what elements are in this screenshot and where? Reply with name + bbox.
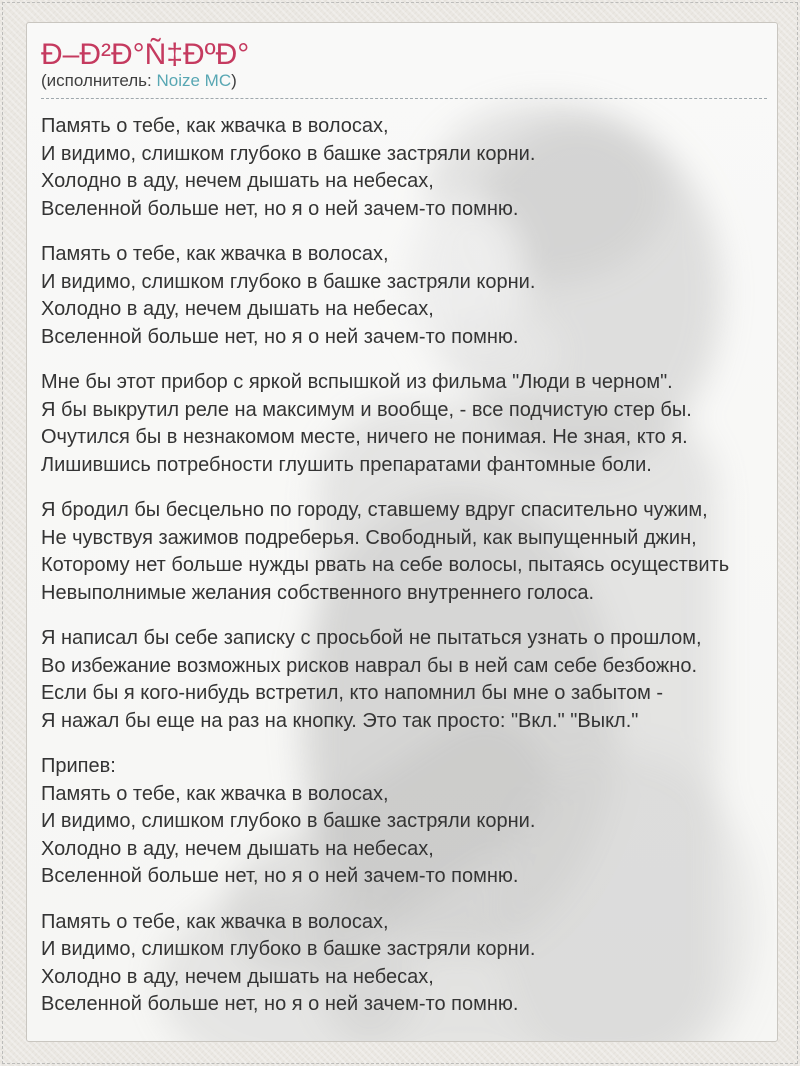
stanza-2: [41, 241, 767, 351]
lyric-line: Память о тебе, как жвачка в волосах,: [41, 782, 389, 805]
lyric-line: Холодно в аду, нечем дышать на небесах,: [41, 298, 434, 320]
lyric-line: И видимо, слишком глубоко в башке застряли корни.: [41, 810, 536, 832]
lyric-line: Если бы я кого-нибудь встретил, кто напомнил бы мне о забытом -: [41, 682, 664, 704]
lyric-line: Вселенной больше нет, но я о ней зачем-то помню.: [41, 197, 519, 220]
lyric-line: И видимо, слишком глубоко в башке застряли корни.: [41, 938, 536, 960]
lyric-line: Очутился бы в незнакомом месте, ничего не понимая. Не зная, кто я.: [41, 426, 688, 448]
stanza-chorus: [41, 753, 767, 891]
lyric-line: Я написал бы себе записку с просьбой не пытаться узнать о прошлом,: [41, 627, 702, 649]
lyric-line: Я бы выкрутил реле на максимум и вообще, - все подчистую стер бы.: [41, 398, 692, 421]
performer-link[interactable]: Noize MC: [156, 71, 232, 90]
lyric-line: Вселенной больше нет, но я о ней зачем-то помню.: [41, 325, 519, 348]
lyrics-card: [26, 22, 778, 1042]
lyric-line: Я бродил бы бесцельно по городу, ставшему вдруг спасительно чужим,: [41, 499, 708, 521]
stanza-1: [41, 113, 767, 223]
lyric-line: Невыполнимые желания собственного внутреннего голоса.: [41, 581, 595, 604]
stanza-4: [41, 497, 767, 607]
performer-label-suffix: ): [231, 71, 237, 90]
lyric-line: Вселенной больше нет, но я о ней зачем-то помню.: [41, 993, 519, 1015]
performer-line: [41, 72, 767, 99]
lyric-line: Холодно в аду, нечем дышать на небесах,: [41, 837, 434, 860]
page-title: Ð–Ð²Ð°Ñ‡ÐºÐ°: [41, 38, 250, 71]
lyric-line: Мне бы этот прибор с яркой вспышкой из фильма "Люди в черном".: [41, 371, 673, 393]
lyric-line: Память о тебе, как жвачка в волосах,: [41, 910, 389, 933]
lyric-line: Память о тебе, как жвачка в волосах,: [41, 243, 389, 265]
stanza-7: [41, 909, 767, 1019]
lyrics-text: [41, 113, 767, 1019]
chorus-label: Припев:: [41, 755, 116, 777]
lyric-line: Во избежание возможных рисков наврал бы в ней сам себе безбожно.: [41, 654, 697, 677]
lyric-line: Которому нет больше нужды рвать на себе волосы, пытаясь осуществить: [41, 554, 730, 576]
performer-label: (исполнитель:: [41, 71, 157, 90]
lyric-line: Память о тебе, как жвачка в волосах,: [41, 115, 389, 137]
stanza-3: [41, 369, 767, 479]
lyric-line: Холодно в аду, нечем дышать на небесах,: [41, 965, 434, 988]
lyric-line: Вселенной больше нет, но я о ней зачем-то помню.: [41, 865, 519, 887]
lyric-line: Холодно в аду, нечем дышать на небесах,: [41, 170, 434, 192]
lyric-line: И видимо, слишком глубоко в башке застряли корни.: [41, 142, 536, 165]
card-content: [27, 23, 777, 1019]
lyric-line: Лишившись потребности глушить препаратами фантомные боли.: [41, 453, 652, 476]
lyric-line: И видимо, слишком глубоко в башке застряли корни.: [41, 270, 536, 293]
lyric-line: Не чувствуя зажимов подреберья. Свободный, как выпущенный джин,: [41, 526, 697, 549]
lyric-line: Я нажал бы еще на раз на кнопку. Это так просто: "Вкл." "Выкл.": [41, 709, 639, 732]
stanza-5: [41, 625, 767, 735]
